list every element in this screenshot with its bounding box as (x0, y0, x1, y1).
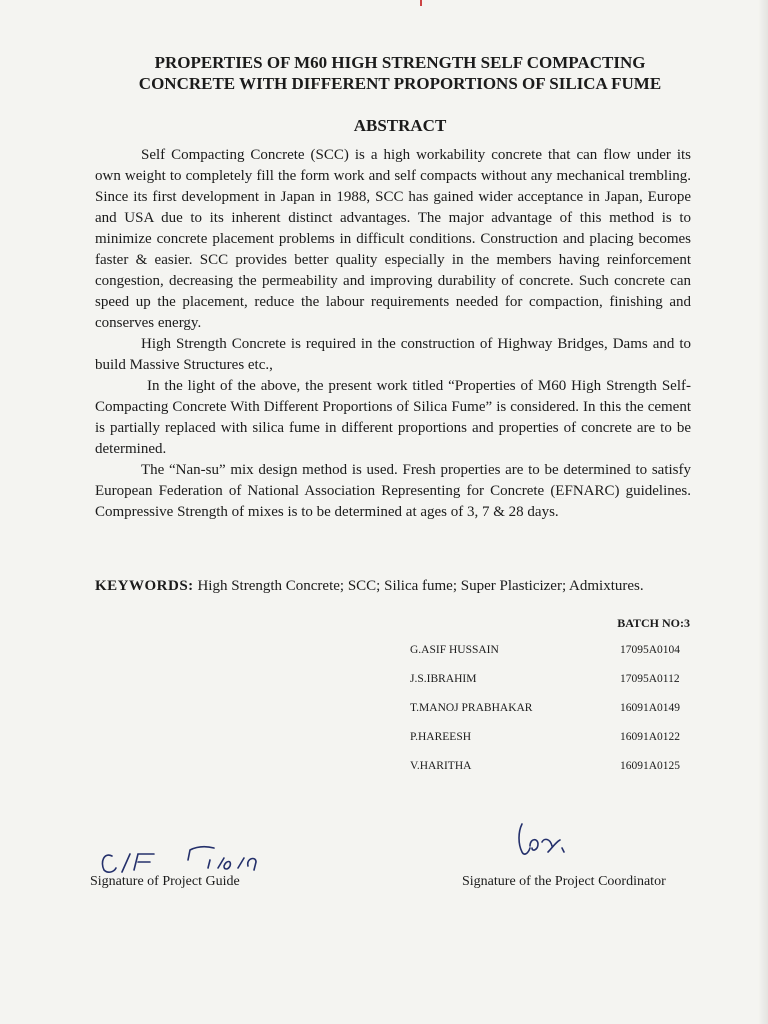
signature-guide-label: Signature of Project Guide (90, 874, 240, 889)
member-name: J.S.IBRAHIM (410, 673, 477, 685)
abstract-paragraph: Self Compacting Concrete (SCC) is a high workability concrete that can flow under its own weight to completely fill the form work and self compacts without any mechanical trembling. Since its first development in Japan in 1988, SCC has gained wider acceptance in Japan, Europe and USA due to its inherent distinct advantages. The major advantage of this method is to minimize concrete placement problems in difficult conditions. Construction and placing becomes faster & easier. SCC provides better quality especially in the members having reinforcement congestion, decreasing the permeability and improving durability of concrete. Such concrete can speed up the placement, reduce the labour requirements needed for compaction, finishing and conserves energy. (95, 147, 691, 331)
page-edge-shadow (758, 0, 768, 1024)
signature-coordinator-label: Signature of the Project Coordinator (462, 874, 666, 889)
member-list (410, 644, 700, 789)
member-name: T.MANOJ PRABHAKAR (410, 702, 533, 714)
keywords-text: High Strength Concrete; SCC; Silica fume; Super Plasticizer; Admixtures. (193, 578, 644, 594)
member-row (410, 702, 700, 731)
member-row (410, 760, 700, 789)
member-row (410, 731, 700, 760)
keywords-label: KEYWORDS: (95, 578, 194, 594)
member-id: 16091A0125 (620, 760, 681, 772)
title-line-1: PROPERTIES OF M60 HIGH STRENGTH SELF COMPACTING (154, 53, 646, 72)
member-name: G.ASIF HUSSAIN (410, 644, 499, 656)
coordinator-handwritten-signature (512, 818, 572, 864)
member-row (410, 644, 700, 673)
abstract-paragraph: High Strength Concrete is required in the construction of Highway Bridges, Dams and to build Massive Structures etc., (95, 336, 691, 373)
paper-mark (420, 0, 422, 6)
batch-number: BATCH NO:3 (617, 616, 690, 630)
member-id: 16091A0149 (620, 702, 681, 714)
member-id: 17095A0112 (620, 673, 680, 685)
abstract-body (95, 145, 691, 523)
member-name: P.HAREESH (410, 731, 472, 743)
document-title (80, 52, 720, 94)
member-id: 17095A0104 (620, 644, 681, 656)
abstract-paragraph: The “Nan-su” mix design method is used. Fresh properties are to be determined to satisfy European Federation of National Association Representing for Concrete (EFNARC) guidelines. Compressive Strength of mixes is to be determined at ages of 3, 7 & 28 days. (95, 462, 691, 520)
abstract-heading: ABSTRACT (353, 116, 447, 135)
member-row (410, 673, 700, 702)
title-line-2: CONCRETE WITH DIFFERENT PROPORTIONS OF SILICA FUME (138, 74, 662, 93)
keywords (95, 576, 691, 597)
member-id: 16091A0122 (620, 731, 681, 743)
abstract-paragraph: In the light of the above, the present work titled “Properties of M60 High Strength Self-Compacting Concrete With Different Proportions of Silica Fume” is considered. In this the cement is partially replaced with silica fume in different proportions and properties of concrete are to be determined. (95, 378, 691, 457)
member-name: V.HARITHA (410, 760, 472, 772)
